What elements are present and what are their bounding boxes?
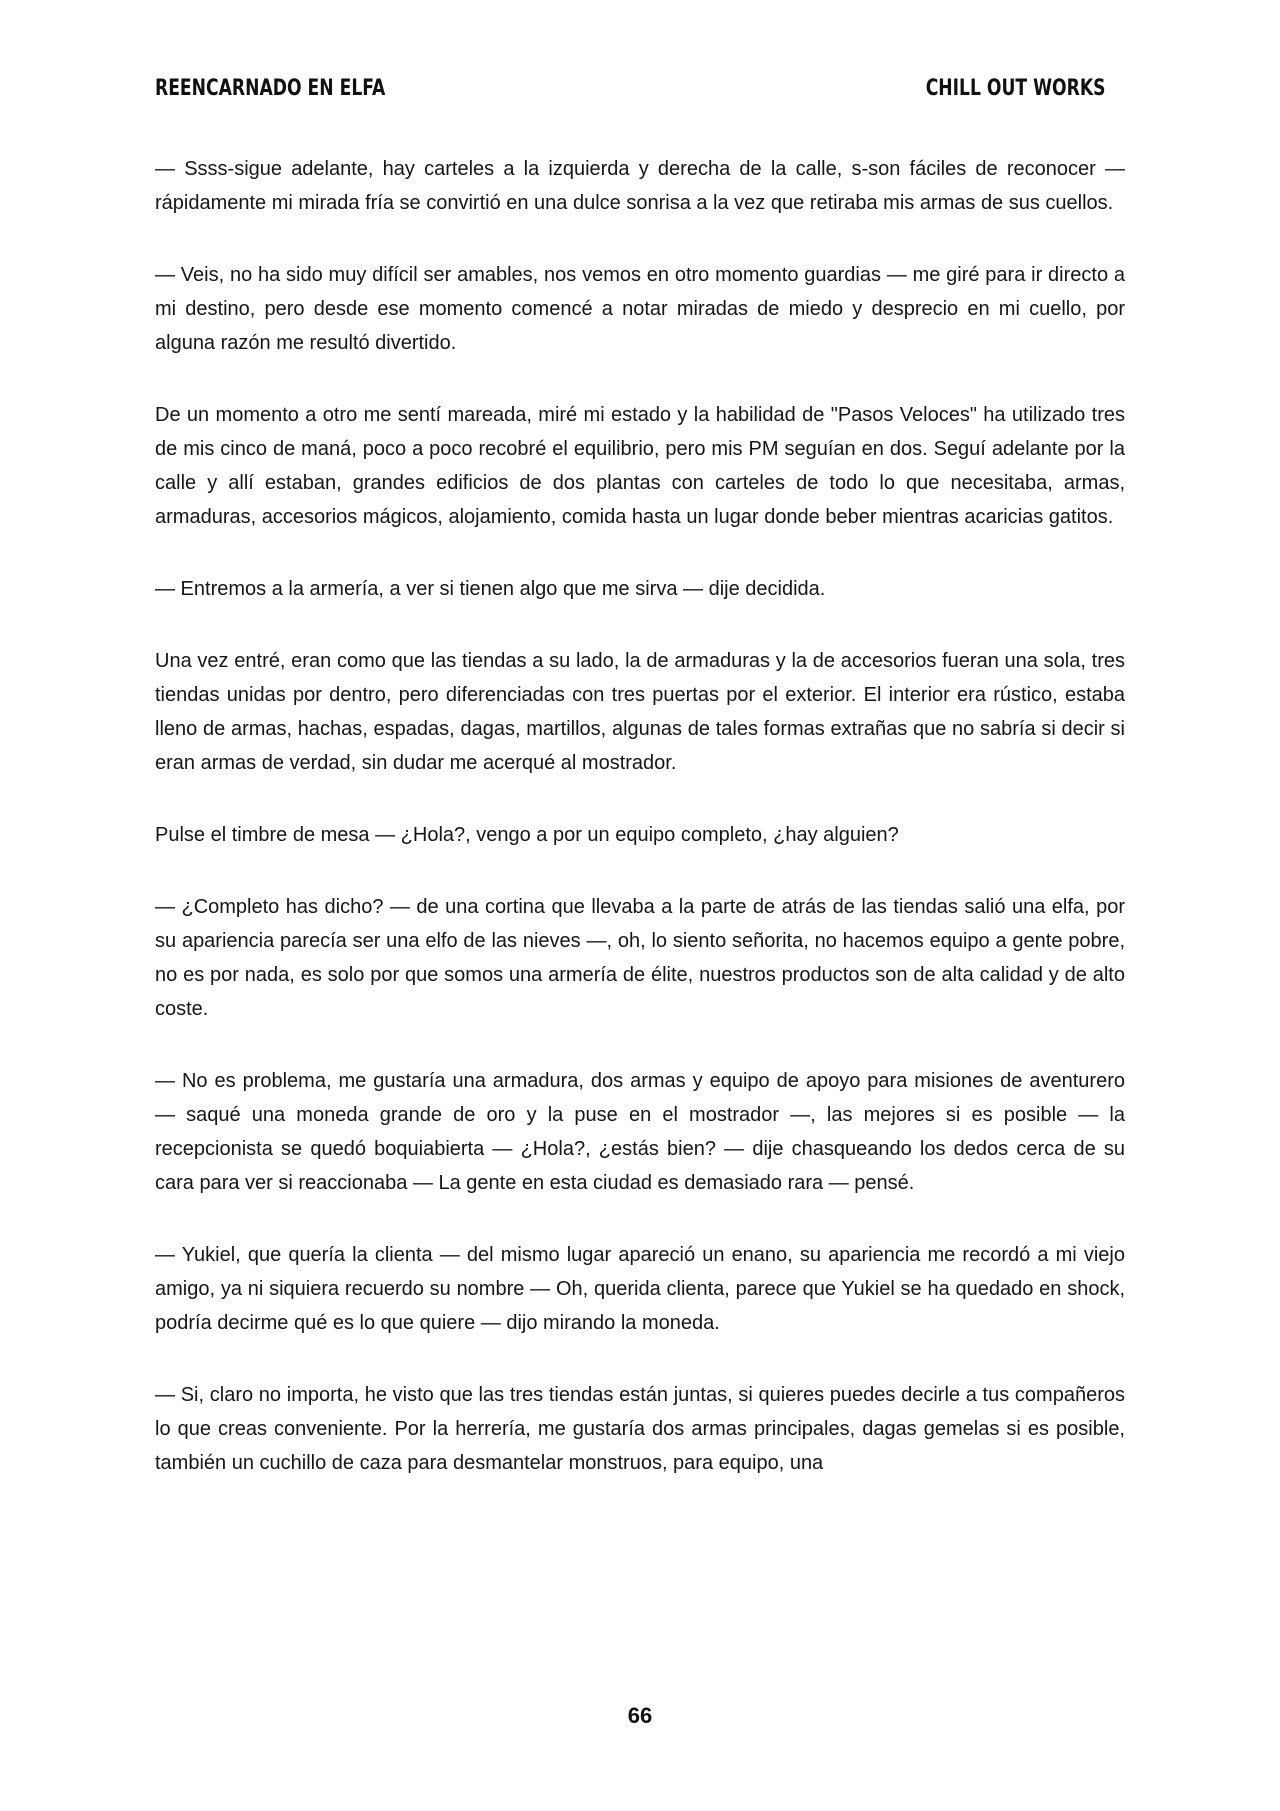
paragraph: — Yukiel, que quería la clienta — del mismo lugar apareció un enano, su apariencia me recordó a mi viejo amigo, ya ni siquiera recuerdo su nombre — Oh, querida clienta, parece que Yukiel se ha quedado en shock, podría decirme qué es lo que quiere — dijo mirando la moneda.: [155, 1244, 1125, 1334]
paragraph: De un momento a otro me sentí mareada, miré mi estado y la habilidad de "Pasos Veloces" ha utilizado tres de mis cinco de maná, poco a poco recobré el equilibrio, pero mis PM seguían en dos. Seguí adelante por la calle y allí estaban, grandes edificios de dos plantas con carteles de todo lo que necesitaba, armas, armaduras, accesorios mágicos, alojamiento, comida hasta un lugar donde beber mientras acaricias gatitos.: [155, 404, 1125, 528]
page-header: [155, 76, 1105, 110]
paragraph: — Ssss-sigue adelante, hay carteles a la izquierda y derecha de la calle, s-son fáciles de reconocer — rápidamente mi mirada fría se convirtió en una dulce sonrisa a la vez que retiraba mis armas de sus cuellos.: [155, 158, 1125, 214]
book-title: REENCARNADO EN ELFA: [155, 76, 386, 101]
page-number: 66: [627, 1703, 653, 1728]
paragraph: — ¿Completo has dicho? — de una cortina que llevaba a la parte de atrás de las tiendas salió una elfa, por su apariencia parecía ser una elfo de las nieves —, oh, lo siento señorita, no hacemos equipo a gente pobre, no es por nada, es solo por que somos una armería de élite, nuestros productos son de alta calidad y de alto coste.: [155, 896, 1125, 1020]
paragraph: — Entremos a la armería, a ver si tienen algo que me sirva — dije decidida.: [155, 578, 826, 600]
paragraph: Pulse el timbre de mesa — ¿Hola?, vengo a por un equipo completo, ¿hay alguien?: [155, 824, 899, 846]
publisher-name: CHILL OUT WORKS: [925, 76, 1105, 101]
body-text: [155, 152, 1125, 1518]
paragraph: — No es problema, me gustaría una armadura, dos armas y equipo de apoyo para misiones de aventurero — saqué una moneda grande de oro y la puse en el mostrador —, las mejores si es posible — la recepcionista se quedó boquiabierta — ¿Hola?, ¿estás bien? — dije chasqueando los dedos cerca de su cara para ver si reaccionaba — La gente en esta ciudad es demasiado rara — pensé.: [155, 1070, 1125, 1194]
paragraph: Una vez entré, eran como que las tiendas a su lado, la de armaduras y la de accesorios fueran una sola, tres tiendas unidas por dentro, pero diferenciadas con tres puertas por el exterior. El interior era rústico, estaba lleno de armas, hachas, espadas, dagas, martillos, algunas de tales formas extrañas que no sabría si decir si eran armas de verdad, sin dudar me acerqué al mostrador.: [155, 650, 1125, 774]
paragraph: — Veis, no ha sido muy difícil ser amables, nos vemos en otro momento guardias — me giré para ir directo a mi destino, pero desde ese momento comencé a notar miradas de miedo y desprecio en mi cuello, por alguna razón me resultó divertido.: [155, 264, 1125, 354]
paragraph: — Si, claro no importa, he visto que las tres tiendas están juntas, si quieres puedes decirle a tus compañeros lo que creas conveniente. Por la herrería, me gustaría dos armas principales, dagas gemelas si es posible, también un cuchillo de caza para desmantelar monstruos, para equipo, una: [155, 1384, 1125, 1474]
